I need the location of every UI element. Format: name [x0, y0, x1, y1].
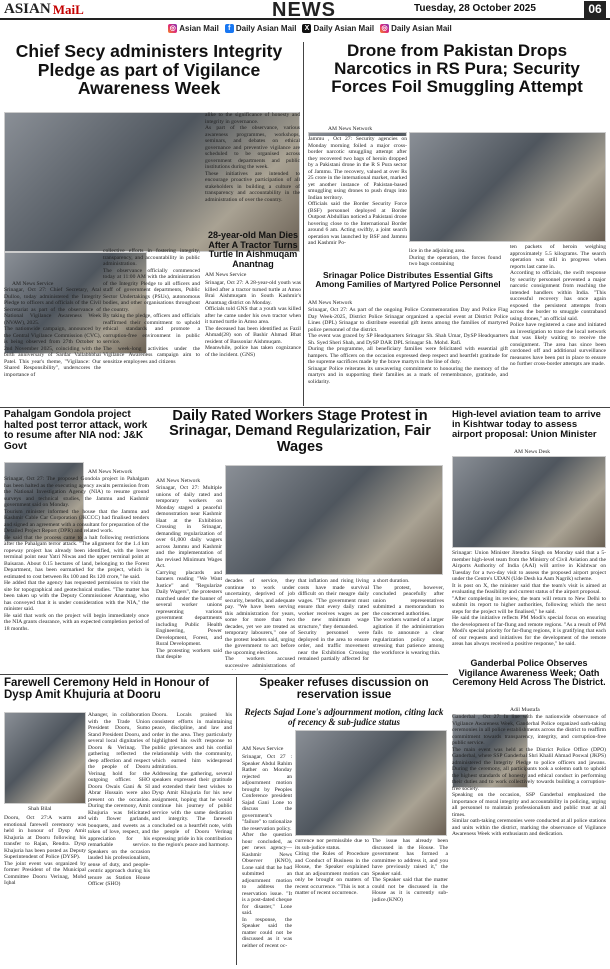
a9-photo [4, 712, 86, 804]
a5-byline: AM News Network [88, 469, 133, 475]
a7-photo [452, 456, 606, 548]
issue-date: Tuesday, 28 October 2025 [414, 3, 536, 14]
facebook-handle: Daily Asian Mail [235, 23, 297, 33]
instagram-icon: ◎ [169, 24, 176, 32]
logo-text: ASIAN [4, 1, 51, 17]
a2-headline: 28-year-old Man Dies After A Tractor Turns Turtle In Aishmuqam Anantnag [207, 230, 299, 269]
a6-col1: Srinagar, Oct 27: Multiple unions of daily rated and temporary workers on Monday staged a peaceful demonstration near Kashmir Haat at the Exhibition Crossing in Srinagar, demanding regularization of over 61,000 daily wagers across Jammu and Kashmir and the implementation of the revised Minimum Wages Act. Carrying placards and banners reading "We Want Justice" and "Regularize Daily Wagers", the protesters marched under the banner of several worker unions representing various government departments including Public Health Engineering, Power Development, Forest, and Rural Development. The protesting workers said that despite [156, 485, 222, 660]
a10-byline: AM News Service [242, 746, 284, 752]
a5-headline: Pahalgam Gondola project halted post terror attack, work to resume after NIA nod: J&K Govt [4, 409, 148, 452]
a6-photo [225, 465, 443, 575]
a8-headline: Ganderbal Police Observes Vigilance Awareness Week; Oath Ceremony Held Across The District. [452, 658, 606, 688]
a10-col1: Srinagar, Oct 27 : Speaker Abdul Rahim Rather on Monday rejected an adjournment motion brought by Peoples Conference president Sajad Gani Lone to discuss the government's "failure" to rationalize the reservation policy. After the question hour concluded, as per news agency—Kashmir News Observer (KNO), Lone said that he had submitted an adjournment motion to address the reservation issue. "It is a post-dated cheque for disaster," Lone said. In response, the Speaker said the matter could not be discussed as it was neither of recent oc- [242, 754, 292, 949]
a4-byline: AM News Network [308, 300, 353, 306]
social-instagram-2[interactable] [380, 24, 452, 33]
social-twitter[interactable] [302, 24, 374, 33]
a1-byline: AM News Service [12, 281, 54, 287]
a10-headline: Speaker refuses discussion on reservation issue [259, 677, 429, 702]
a6-col2: decades of service, they continue to work under uncertainty, deprived of job security, benefits, and adequate pay. "We have been serving this administration for years, some for more than two decades, yet we are treated as temporary labourers," one of the protest leaders said, urging the government to act before the upcoming elections. The workers accused successive administrations of [225, 578, 295, 669]
a3-headline: Drone from Pakistan Drops Narcotics in RS Pura; Security Forces Foil Smuggling Attempt [331, 41, 583, 97]
a9-col3: Dooru. Locals praised his consistent efforts in maintaining peace, discipline, and law and order in the area. They particularly highlighted his swift response to public grievances and his cordial relationship with the community, which earned him widespread admiration. Addressing the gathering, several speakers expressed their gratitude and extended their best wishes to Dysp Amit Khujuria for his new assignment, hoping that he would continue his journey of public service with the same dedication and integrity. The farewell concluded on a heartfelt note, with the people of Dooru Verinag expressing pride in his contribution to the region's peace and harmony. [152, 712, 232, 848]
a6-byline: AM News Network [156, 478, 201, 484]
a10-col2: currence nor permissible due to its sub-judice status. Citing the Rules of Procedure and Conduct of Business in the House, the Speaker explained that an adjournment motion can only be brought on matters of recent occurrence. "This is not a matter of recent occurrence. [295, 838, 369, 896]
a7-byline: AM News Desk [514, 449, 551, 455]
social-instagram[interactable] [168, 24, 219, 33]
section-title: NEWS [272, 0, 336, 21]
divider [0, 674, 448, 675]
a3-col3: ten packets of heroin weighing approximately 5.5 kilograms. The search operation was still in progress when reports last came in. According to officials, the swift response by security personnel prevented a major narcotic consignment from reaching the intended handlers within India. "This successful recovery has once again exposed the persistent attempts from across the border to smuggle contraband using drones," an official said. Police have registered a case and initiated an investigation to trace the local network that was likely waiting to receive the consignment. The area has since been cordoned off and additional surveillance measures have been put in place to ensure no further cross-border attempts are made. [510, 244, 606, 367]
social-handles [160, 22, 460, 34]
a2-body: Srinagar, Oct 27: A 28-year-old youth was killed after a tractor turned turtle at Amso Brai Aishmuqam in South Kashmir's Anantnag district on Monday. Officials told GNS that a youth was killed after he came under his own tractor when it turned turtle in Amso area. The deceased has been identified as Fazil Ahmad(28) son of Bashir Ahmad Bhat resident of Bassoniar Aishmuqam. Meanwhile, police has taken cognizance of the incident. (GNS) [205, 280, 301, 358]
a7-body: Srinagar: Union Minister Jitendra Singh on Monday said that a 5-member high-level team from the Ministry of Civil Aviation and the Airports Authority of India (AAI) will arrive in Kishtwar on Tuesday for a two-day visit to assess the proposed airport project under the Centre's UDAN (Ude Desh ka Aam Nagrik) scheme. It is post on X, the minister said that the team's visit is aimed at evaluating the feasibility and current status of the airport proposal. "After completing its review, the team will return to New Delhi to submit its report to higher authorities, following which the next steps for the project will be finalised," he said. He said the initiative reflects PM Modi's special focus on ensuring the development of far-flung and remote regions. "As a result of PM Modi's special priority for far-flung regions, it is gratifying that each of our requests and initiatives for the development of the remote areas has always received a positive response," he said. [452, 550, 606, 647]
a3-photo-2 [409, 132, 606, 242]
a3-col2: lice in the adjoining area. During the operation, the forces found two bags containing [409, 248, 501, 267]
a4-body: Srinagar, Oct 27: As part of the ongoing Police Commemoration Day and Police Flag Day Week-2025, District Police Srinagar organized a special event at District Police Lines (DPL) Srinagar to distribute essential gift items among the families of martyred police personnel of the district. The event was graced by SP Headquarters Srinagar Sh. Shah Umar, DySP Headquarters Sh. Syed Sheri Shah, and DySP DAR DPL Srinagar Sh. Mohd. Rafi. During the programme, all beneficiary families were felicitated with essential gift hampers. The officers on the occasion expressed deep respect and heartfelt gratitude for the supreme sacrifices made by the brave martyrs in the line of duty. Srinagar Police reiterates its unwavering commitment to honouring the memory of the martyrs and in supporting their families as a mark of remembrance, gratitude, and solidarity. [308, 307, 508, 385]
a1-col3: alike to the significance of honesty and integrity in governance. As part of the observance, various awareness programmes, workshops, seminars, and debates on ethical governance and preventive vigilance are scheduled to be organised across government departments and public institutions during the week. These initiatives are intended to encourage proactive participation of all stakeholders in building a culture of transparency and accountability in the administration of over the country. [205, 112, 300, 203]
a10-col3: The issue has already been discussed in the House. The government has formed a committee to address it, and you have previously raised it," the Speaker said. The Speaker said that the matter could not be discussed in the House as it is currently sub-judice.(KNO) [372, 838, 448, 903]
a1-col2: collective efforts in fostering integrity, transparency, and accountability in public administration. The observance officially commenced today at 11:00 AM with the administration of the Integrity Pledge to all officers and staff of government departments, Public Sector Undertakings (PSUs), autonomous bodies, and other organisations throughout the country. By taking the pledge, officers and officials reaffirmed their commitment to uphold ethical standards and promote a corruption-free environment in public service. The week-long activities under the Vigilance Awareness campaign aim to sensitize employees and citizens [103, 248, 200, 365]
a8-byline: Adil Mustafa [510, 707, 540, 713]
asian-mail-logo[interactable] [4, 1, 84, 18]
instagram-icon: ◎ [381, 24, 388, 32]
logo-mail-text: MaiL [52, 1, 84, 17]
a10-photo [295, 730, 447, 836]
a9-col1: Dooru, Oct 27:A warm and emotional farewell ceremony was held in honour of Dysp Amit Khajuria at Dooru following his transfer to Rajan, Rendra. Dysp Khajuria has been posted as Deputy Superintendent of Police (DYSP). The joint event was organized by former President of the Municipal Committee Dooru Verinag, Mohd Iqbal [4, 815, 86, 886]
a9-caption: Shah Bilal [28, 806, 52, 812]
a5-body: Srinagar, Oct 27: The proposed Gondola project in Pahalgam has been halted as the executing agency awaits permission from the National Investigation Agency (NIA) to resume ground surveys and technical studies, the Jammu and Kashmir government said on Monday. Tourism minister informed the house that the Jammu and Kashmir Cable Car Corporation (JKCCC) had finalised tenders and signed an agreement with a consultant for preparation of the Detailed Project Report (DPR) and related work. He said that the process came to a halt following restrictions after the Pahalgam terror attack. "The alignment for the 1.4 km ropeway project has already been identified, with the lower terminal point near Yatri Niwas and the upper terminal point at Baisaran. About 0.15 hectares of land, belonging to the Forest Department, has been earmarked for the project, which is estimated to cost between Rs 100 and Rs 120 crore," he said. He added that the agency has requested permission to visit the site for topographical and geotechnical studies. "The matter has been taken up with the Deputy Commissioner Anantnag, who has conveyed that it is under consideration with the NIA," the minister said. He said that work on the project will begin immediately once the NIA grants clearance, with an expected completion period of 18 months. [4, 476, 149, 632]
a9-headline: Farewell Ceremony Held in Honour of Dysp Amit Khujuria at Dooru [4, 677, 210, 702]
a8-body: Ganderbal , Oct 27: In line with the nationwide observance of Vigilance Awareness Week, Ganderbal Police organized oath-taking ceremonies in all police establishments across the district to reaffirm commitment towards transparency, integrity, and corruption-free public service. The main event was held at the District Police Office (DPO) Ganderbal, where SSP Ganderbal Shri Khalil Ahmad Poswal (JKPS) administered the Integrity Pledge to police officers and jawans. During the ceremony, all participants took a solemn oath to uphold the highest standards of honesty and ethical conduct in performing their duties and to work collectively towards building a corruption-free society. Speaking on the occasion, SSP Ganderbal emphasized the importance of moral integrity and accountability in policing, urging all personnel to maintain professionalism and public trust at all times. Similar oath-taking ceremonies were conducted at all police stations and units within the district, marking the observance of Vigilance Awareness Week with enthusiasm and dedication. [452, 714, 606, 837]
facebook-icon: f [225, 24, 234, 33]
a2-byline: AM News Service [205, 272, 247, 278]
instagram-handle: Asian Mail [179, 23, 219, 33]
a3-byline: AM News Network [328, 126, 373, 132]
social-facebook[interactable] [225, 24, 297, 33]
instagram-handle-2: Daily Asian Mail [391, 23, 452, 33]
a6-headline: Daily Rated Workers Stage Protest in Srinagar, Demand Regularization, Fair Wages [169, 408, 431, 455]
a7-headline: High-level aviation team to arrive in Kishtwar today to assess airport proposal: Union Minister [452, 409, 601, 441]
a3-col1: Jammu , Oct 27: Security agencies on Monday morning foiled a major cross-border narcotic smuggling attempt after they recovered two bags of heroin dropped by a Pakistani drone in the R S Pura sector of Jammu. The recovery, valued at over Rs 25 crore in the international market, marked yet another instance of Pakistan-based smuggling using drones to push drugs into Indian territory. Officials said the Border Security Force (BSF) personnel deployed at Border Outpost Abdullian noticed a Pakistani drone hovering close to the International Border around 6 am. Acting swiftly, a joint search operation was launched by BSF and Jammu and Kashmir Po- [308, 136, 407, 270]
a4-headline: Srinagar Police Distributes Essential Gifts Among Families of Martyred Police Personnel [315, 270, 501, 289]
twitter-handle: Daily Asian Mail [313, 23, 375, 33]
divider [303, 42, 304, 406]
page-number: 06 [584, 1, 606, 18]
a1-headline: Chief Secy administers Integrity Pledge as part of Vigilance Awareness Week [15, 41, 283, 99]
divider [236, 677, 237, 965]
a1-col1: Srinagar, Oct 27: Chief Secretary, Atal Dulloo, today administered the Integrity Pledge to officers and officials of the Civil Secretariat as part of the observance of National Vigilance Awareness Week (NVAW), 2025. The nationwide campaign, announced by the Central Vigilance Commission (CVC), is being observed from 27th October to 2nd November 2025, coinciding with the birth anniversary of Sardar Vallabhbhai Patel. This year's theme, "Vigilance: Our Shared Responsibility", underscores the importance of [4, 287, 101, 378]
x-icon: X [302, 24, 311, 33]
a6-col3: that inflation and rising living costs have made survival difficult on their meagre daily wages. "The government must ensure that every daily rated worker receives wages as per the new minimum wage structure," they demanded. Security personnel were deployed in the area to ensure order, and traffic movement near the Exhibition Crossing remained partially affected for a short duration. The protest, however, concluded peacefully after union representatives submitted a memorandum to the concerned authorities. The workers warned of a larger agitation if the administration fails to announce a clear regularization policy soon, stressing that patience among the workforce is wearing thin. [298, 578, 444, 662]
a10-deck: Rejects Sajad Lone's adjournment motion, citing lack of recency & sub-judice status [244, 707, 444, 727]
a9-col2: Ahanger, in collaboration with the Trade Union President Dooru, Sumo Stand President Dooru, and several local dignitaries of Dooru & Verinag. The gathering reflected the deep affection and respect the people of Dooru Verinag hold for the outgoing officer. SHO Dooru Owais Gani & SI Abrar Hussain were also present on the occasion. During the ceremony, Amit Khujuria was felicitated with flower garlands, bouquets, and sweets as a token of love, respect, and appreciation for his remarkable service. Speakers on the occasion lauded his professionalism, sense of duty, and people-centric approach during his tenure as Station House Officer (SHO) [88, 712, 150, 887]
